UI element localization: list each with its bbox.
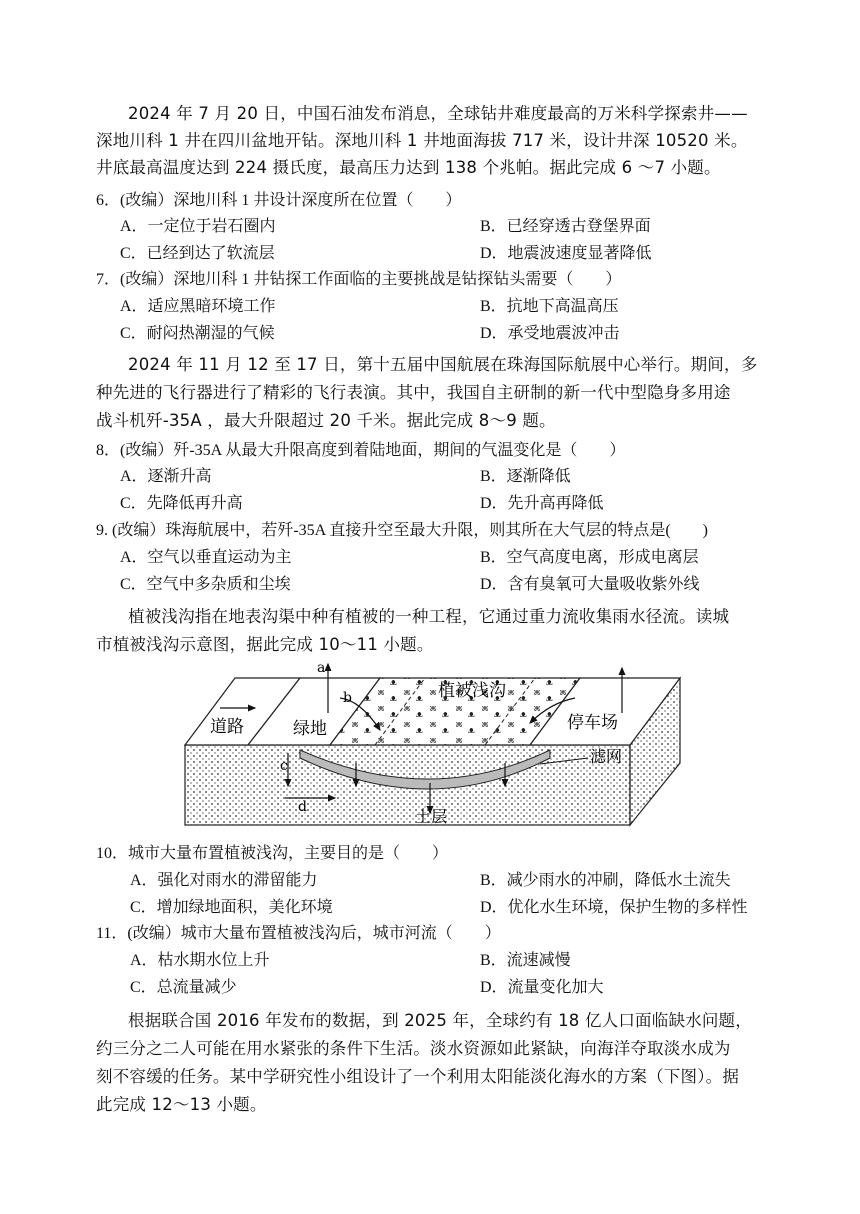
passage-1-line-2: 深地川科 1 井在四川盆地开钻。深地川科 1 井地面海拔 717 米，设计井深 10520 米。 [96,131,748,150]
question-8-option-d: D．先升高再降低 [480,495,604,512]
passage-3-line-1: 植被浅沟指在地表沟渠中种有植被的一种工程，它通过重力流收集雨水径流。读城 [128,607,730,626]
label-filter: 滤网 [590,747,623,766]
question-8-option-c: C．先降低再升高 [120,495,243,512]
passage-2-line-2: 种先进的飞行器进行了精彩的飞行表演。其中，我国自主研制的新一代中型隐身多用途 [96,383,731,402]
question-8-option-a: A．逐渐升高 [120,468,212,485]
label-b: b [343,690,352,706]
question-9-option-d: D．含有臭氧可大量吸收紫外线 [480,576,700,593]
label-d: d [298,799,307,815]
label-c: c [280,758,288,774]
question-10-option-a: A．强化对雨水的滞留能力 [130,872,318,889]
question-7-option-a: A．适应黑暗环境工作 [120,298,276,315]
label-green: 绿地 [293,719,327,739]
passage-4-line-2: 约三分之二人可能在用水紧张的条件下生活。淡水资源如此紧缺，向海洋夺取淡水成为 [96,1039,731,1058]
question-6-option-c: C．已经到达了软流层 [120,245,275,262]
question-9-stem: 9. (改编）珠海航展中，若歼-35A 直接升空至最大升限，则其所在大气层的特点是( ) [96,522,708,539]
question-7-option-b: B．抗地下高温高压 [480,298,619,315]
label-parking: 停车场 [567,713,618,733]
passage-1-line-1: 2024 年 7 月 20 日，中国石油发布消息，全球钻井难度最高的万米科学探索井—— [128,104,748,123]
passage-3-line-2: 市植被浅沟示意图，据此完成 10～11 小题。 [96,635,434,654]
label-road: 道路 [210,717,244,737]
passage-4-line-1: 根据联合国 2016 年发布的数据，到 2025 年，全球约有 18 亿人口面临缺水问题， [128,1011,752,1030]
vegetated-swale-diagram [180,658,700,828]
label-swale: 植被浅沟 [438,681,506,701]
question-7-stem: 7．(改编）深地川科 1 井钻探工作面临的主要挑战是钻探钻头需要（ ） [96,271,622,288]
question-10-option-d: D．优化水生环境，保护生物的多样性 [480,899,748,916]
question-6-option-d: D．地震波速度显著降低 [480,245,652,262]
question-10-stem: 10．城市大量布置植被浅沟，主要目的是（ ） [96,845,449,862]
passage-2-line-1: 2024 年 11 月 12 至 17 日，第十五届中国航展在珠海国际航展中心举行。期间，多 [128,355,758,374]
label-soil: 土层 [415,807,448,826]
question-7-option-c: C．耐闷热潮湿的气候 [120,325,275,342]
question-9-option-a: A．空气以垂直运动为主 [120,549,292,566]
question-11-option-b: B．流速减慢 [480,952,571,969]
question-8-option-b: B．逐渐降低 [480,468,571,485]
passage-4-line-4: 此完成 12～13 小题。 [96,1095,267,1114]
question-6-option-a: A．一定位于岩石圈内 [120,218,276,235]
question-11-option-d: D．流量变化加大 [480,979,604,996]
question-9-option-c: C．空气中多杂质和尘埃 [120,576,291,593]
question-9-option-b: B．空气高度电离，形成电离层 [480,549,699,566]
passage-4-line-3: 刻不容缓的任务。某中学研究性小组设计了一个利用太阳能淡化海水的方案（下图）。据 [96,1067,740,1086]
question-10-option-b: B．减少雨水的冲刷，降低水土流失 [480,872,731,889]
question-10-option-c: C．增加绿地面积，美化环境 [130,899,333,916]
passage-2-line-3: 战斗机歼-35A ，最大升限超过 20 千米。据此完成 8～9 题。 [96,411,556,430]
question-7-option-d: D．承受地震波冲击 [480,325,620,342]
question-11-option-a: A．枯水期水位上升 [130,952,270,969]
passage-1-line-3: 井底最高温度达到 224 摄氏度，最高压力达到 138 个兆帕。据此完成 6 ～7 小题。 [96,158,721,177]
question-6-option-b: B．已经穿透古登堡界面 [480,218,651,235]
question-6-stem: 6．(改编）深地川科 1 井设计深度所在位置（ ） [96,192,462,209]
question-11-stem: 11．(改编）城市大量布置植被浅沟后，城市河流（ ） [96,925,501,942]
label-a: a [317,660,326,676]
question-8-stem: 8．(改编）歼-35A 从最大升限高度到着陆地面，期间的气温变化是（ ） [96,442,626,459]
question-11-option-c: C．总流量减少 [130,979,237,996]
